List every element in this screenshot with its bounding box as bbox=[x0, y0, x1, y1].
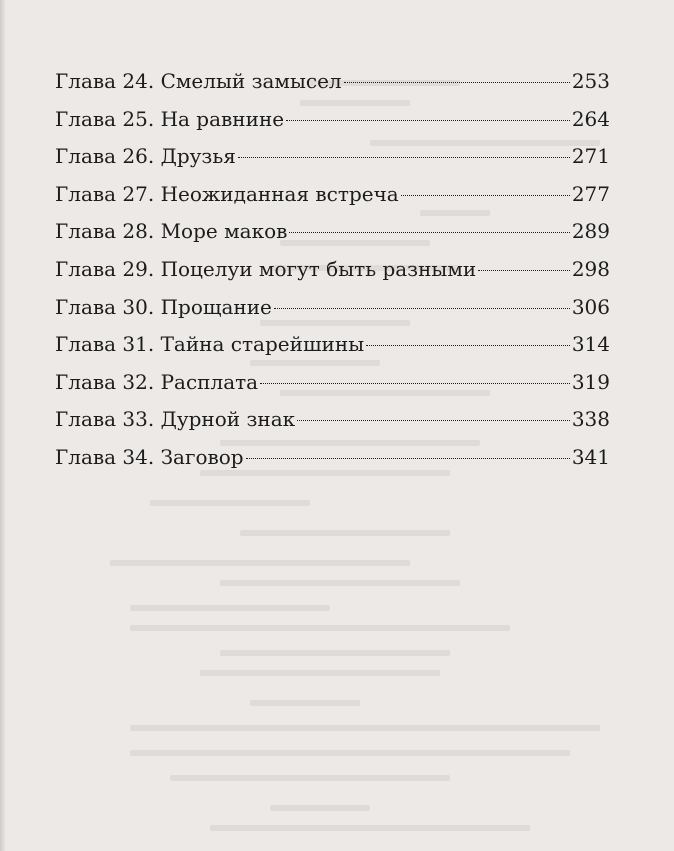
toc-entry-page: 306 bbox=[571, 294, 610, 319]
toc-entry-page: 341 bbox=[571, 444, 610, 469]
toc-entry-page: 253 bbox=[571, 69, 610, 93]
dot-leader bbox=[286, 120, 570, 121]
toc-entry-title: Глава 27. Неожиданная встреча bbox=[55, 181, 399, 206]
toc-entry-title: Глава 24. Смелый замысел bbox=[55, 69, 342, 93]
dot-leader bbox=[297, 420, 570, 421]
toc-entry-title: Глава 32. Расплата bbox=[55, 369, 259, 394]
toc-entry-page: 289 bbox=[571, 219, 610, 244]
toc-entry-title: Глава 34. Заговор bbox=[55, 444, 244, 469]
dot-leader bbox=[478, 270, 570, 271]
page-edge-shadow bbox=[0, 0, 6, 851]
toc-entry-page: 264 bbox=[571, 106, 610, 131]
toc-entry-page: 271 bbox=[571, 144, 610, 169]
dot-leader bbox=[246, 458, 570, 459]
toc-entry-title: Глава 26. Друзья bbox=[55, 144, 236, 169]
toc-entry[interactable] bbox=[55, 251, 610, 289]
toc-entry-page: 298 bbox=[571, 256, 610, 281]
toc-entry-title: Глава 25. На равнине bbox=[55, 106, 285, 131]
toc-entry-page: 319 bbox=[571, 369, 610, 394]
dot-leader bbox=[274, 308, 570, 309]
toc-entry-title: Глава 33. Дурной знак bbox=[55, 407, 296, 432]
toc-entry[interactable] bbox=[55, 213, 610, 251]
toc-entry-page: 338 bbox=[571, 407, 610, 432]
table-of-contents bbox=[55, 63, 610, 477]
toc-entry[interactable] bbox=[55, 364, 610, 402]
toc-entry-title: Глава 30. Прощание bbox=[55, 294, 272, 319]
dot-leader bbox=[260, 383, 570, 384]
toc-entry[interactable] bbox=[55, 63, 610, 101]
toc-entry[interactable] bbox=[55, 176, 610, 214]
toc-entry-title: Глава 28. Море маков bbox=[55, 219, 288, 244]
toc-entry-title: Глава 29. Поцелуи могут быть разными bbox=[55, 256, 477, 281]
toc-entry[interactable] bbox=[55, 401, 610, 439]
toc-entry[interactable] bbox=[55, 439, 610, 477]
toc-entry-page: 314 bbox=[571, 332, 610, 357]
dot-leader bbox=[289, 232, 569, 233]
dot-leader bbox=[401, 195, 570, 196]
toc-entry-title: Глава 31. Тайна старейшины bbox=[55, 332, 365, 357]
toc-entry[interactable] bbox=[55, 101, 610, 139]
dot-leader bbox=[366, 345, 570, 346]
toc-entry[interactable] bbox=[55, 326, 610, 364]
toc-entry[interactable] bbox=[55, 289, 610, 327]
toc-entry-page: 277 bbox=[571, 181, 610, 206]
toc-entry[interactable] bbox=[55, 138, 610, 176]
dot-leader bbox=[238, 157, 570, 158]
dot-leader bbox=[344, 82, 570, 83]
